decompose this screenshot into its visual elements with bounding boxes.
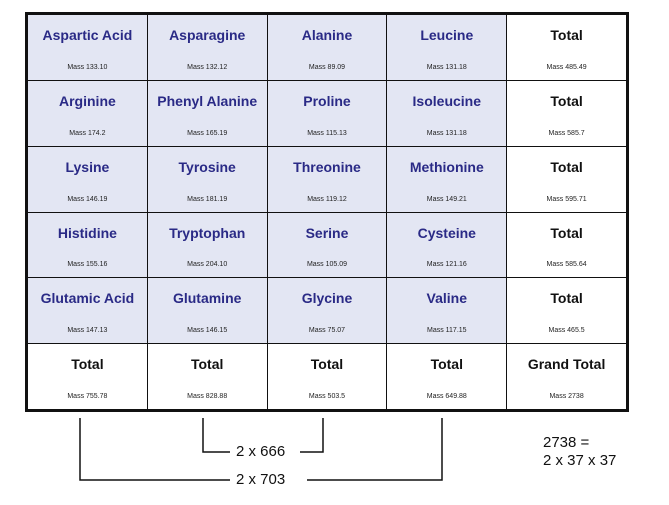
cell-mass: Mass 89.09 [308, 63, 346, 71]
cell-mass: Mass 146.19 [67, 195, 108, 203]
cell-name: Total [550, 224, 583, 241]
cell-mass: Mass 132.12 [187, 63, 228, 71]
cell-mass: Mass 174.2 [69, 129, 106, 137]
cell-name: Total [310, 356, 344, 373]
cell-mass: Mass 75.07 [308, 327, 346, 335]
cell-name: Arginine [59, 92, 116, 109]
cell-name: Total [430, 356, 463, 373]
cell-mass: Mass 146.15 [187, 327, 228, 335]
cell-name: Lysine [65, 158, 110, 175]
cell-mass: Mass 2738 [549, 393, 584, 400]
outer-bracket-left [80, 418, 230, 480]
grand-total-factorization [543, 434, 616, 470]
cell-name: Glycine [301, 290, 353, 307]
cell-name: Tyrosine [178, 158, 236, 175]
cell-mass: Mass 165.19 [187, 129, 228, 137]
cell-mass: Mass 755.78 [67, 393, 108, 400]
cell-name: Isoleucine [412, 92, 482, 109]
cell-mass: Mass 181.19 [187, 195, 228, 203]
cell-mass: Mass 121.16 [426, 261, 467, 269]
cell-mass: Mass 155.16 [67, 261, 108, 269]
cell-name: Total [550, 92, 583, 109]
cell-mass: Mass 131.18 [426, 63, 467, 71]
cell-mass: Mass 828.88 [187, 393, 228, 400]
outer-bracket-label: 2 x 703 [236, 471, 286, 488]
equation-line-1: 2738 = [543, 434, 590, 451]
cell-mass: Mass 119.12 [307, 195, 347, 203]
cell-name: Threonine [293, 158, 361, 175]
cell-name: Total [550, 27, 583, 43]
cell-mass: Mass 585.7 [548, 129, 585, 137]
cell-mass: Mass 595.71 [546, 195, 587, 203]
cell-mass: Mass 149.21 [426, 195, 467, 203]
inner-bracket-label: 2 x 666 [236, 443, 286, 460]
cell-mass: Mass 131.18 [426, 129, 467, 137]
cell-mass: Mass 105.09 [306, 261, 348, 269]
cell-mass: Mass 133.10 [67, 63, 108, 71]
cell-mass: Mass 465.5 [548, 327, 585, 335]
cell-name: Tryptophan [169, 224, 246, 241]
cell-mass: Mass 115.13 [307, 129, 347, 137]
cell-name: Leucine [420, 27, 474, 43]
cell-mass: Mass 204.10 [187, 261, 228, 269]
cell-name: Serine [305, 224, 349, 241]
cell-name: Phenyl Alanine [157, 92, 258, 109]
cell-name: Proline [303, 92, 351, 109]
cell-name: Histidine [57, 224, 117, 241]
cell-mass: Mass 117.15 [427, 327, 467, 335]
cell-name: Alanine [301, 27, 353, 43]
cell-name: Glutamine [172, 290, 242, 307]
cell-name: Valine [426, 290, 468, 307]
cell-mass: Mass 585.64 [546, 261, 587, 269]
inner-bracket-right [300, 418, 323, 452]
cell-name: Glutamic Acid [40, 290, 135, 307]
cell-name: Total [71, 356, 104, 373]
cell-name: Grand Total [527, 356, 606, 373]
cell-name: Cysteine [417, 224, 476, 241]
cell-name: Methionine [409, 158, 484, 175]
cell-mass: Mass 485.49 [546, 63, 587, 71]
equation-line-2: 2 x 37 x 37 [543, 452, 617, 469]
cell-mass: Mass 503.5 [308, 393, 346, 400]
cell-name: Asparagine [169, 27, 246, 43]
cell-name: Total [550, 290, 583, 307]
cell-name: Aspartic Acid [42, 27, 133, 43]
outer-bracket-right [307, 418, 442, 480]
cell-name: Total [550, 158, 583, 175]
inner-bracket-left [203, 418, 230, 452]
cell-mass: Mass 147.13 [67, 327, 108, 335]
cell-name: Total [190, 356, 224, 373]
cell-mass: Mass 649.88 [426, 393, 467, 400]
